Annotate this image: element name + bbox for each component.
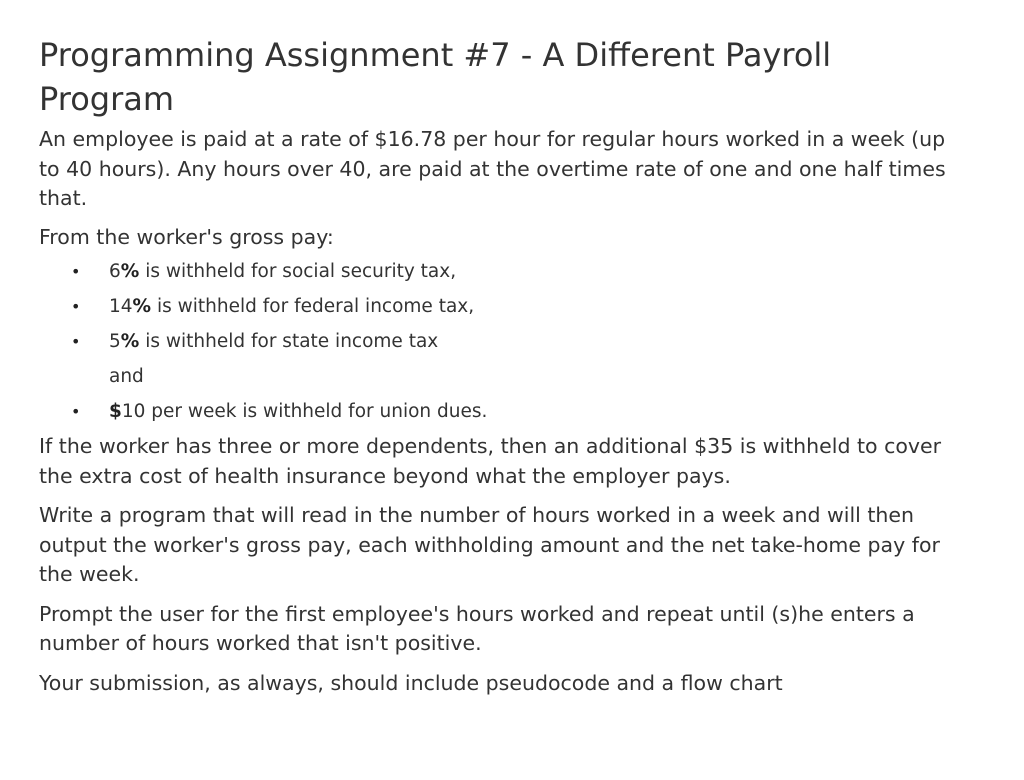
withholding-amount: 6: [109, 261, 121, 282]
withholding-text: is withheld for state income tax: [139, 331, 439, 352]
bullet-icon: •: [71, 262, 81, 281]
page-title: [39, 33, 959, 121]
submission-paragraph: Your submission, as always, should include pseudocode and a flow chart: [39, 670, 783, 695]
withholding-text: per week is withheld for union dues.: [145, 401, 488, 422]
bullet-icon: •: [71, 332, 81, 351]
withholding-text: is withheld for social security tax,: [139, 261, 457, 282]
withholding-and: [39, 359, 959, 394]
withholding-amount: 5: [109, 331, 121, 352]
intro-paragraph: An employee is paid at a rate of $16.78 per hour for regular hours worked in a week (up to 40 hours). Any hours over 40, are paid at the overtime rate of one and one half times that.: [39, 127, 946, 210]
percent-symbol: %: [120, 331, 140, 352]
withholding-text: is withheld for federal income tax,: [151, 296, 475, 317]
withholding-amount: 10: [121, 401, 146, 422]
withholding-social-security: [39, 254, 959, 289]
bullet-icon: •: [71, 402, 81, 421]
withholding-list: [39, 254, 959, 429]
assignment-page: [39, 33, 959, 698]
title-line-2: Program: [39, 80, 175, 118]
write-program-paragraph: Write a program that will read in the number of hours worked in a week and will then output the worker's gross pay, each withholding amount and the net take-home pay for the week.: [39, 503, 940, 586]
percent-symbol: %: [132, 296, 152, 317]
gross-pay-heading: From the worker's gross pay:: [39, 224, 334, 249]
dollar-symbol: $: [109, 401, 122, 422]
withholding-federal: [39, 289, 959, 324]
dependents-paragraph: If the worker has three or more dependents, then an additional $35 is withheld to cover the extra cost of health insurance beyond what the employer pays.: [39, 434, 942, 488]
withholding-amount: 14: [109, 296, 133, 317]
percent-symbol: %: [120, 261, 140, 282]
prompt-user-paragraph: Prompt the user for the first employee's hours worked and repeat until (s)he enters a number of hours worked that isn't positive.: [39, 601, 915, 655]
withholding-union-dues: [39, 394, 959, 429]
and-text: and: [109, 366, 144, 387]
title-line-1: Programming Assignment #7 - A Different Payroll: [39, 36, 832, 74]
withholding-state: [39, 324, 959, 359]
bullet-icon: •: [71, 297, 81, 316]
